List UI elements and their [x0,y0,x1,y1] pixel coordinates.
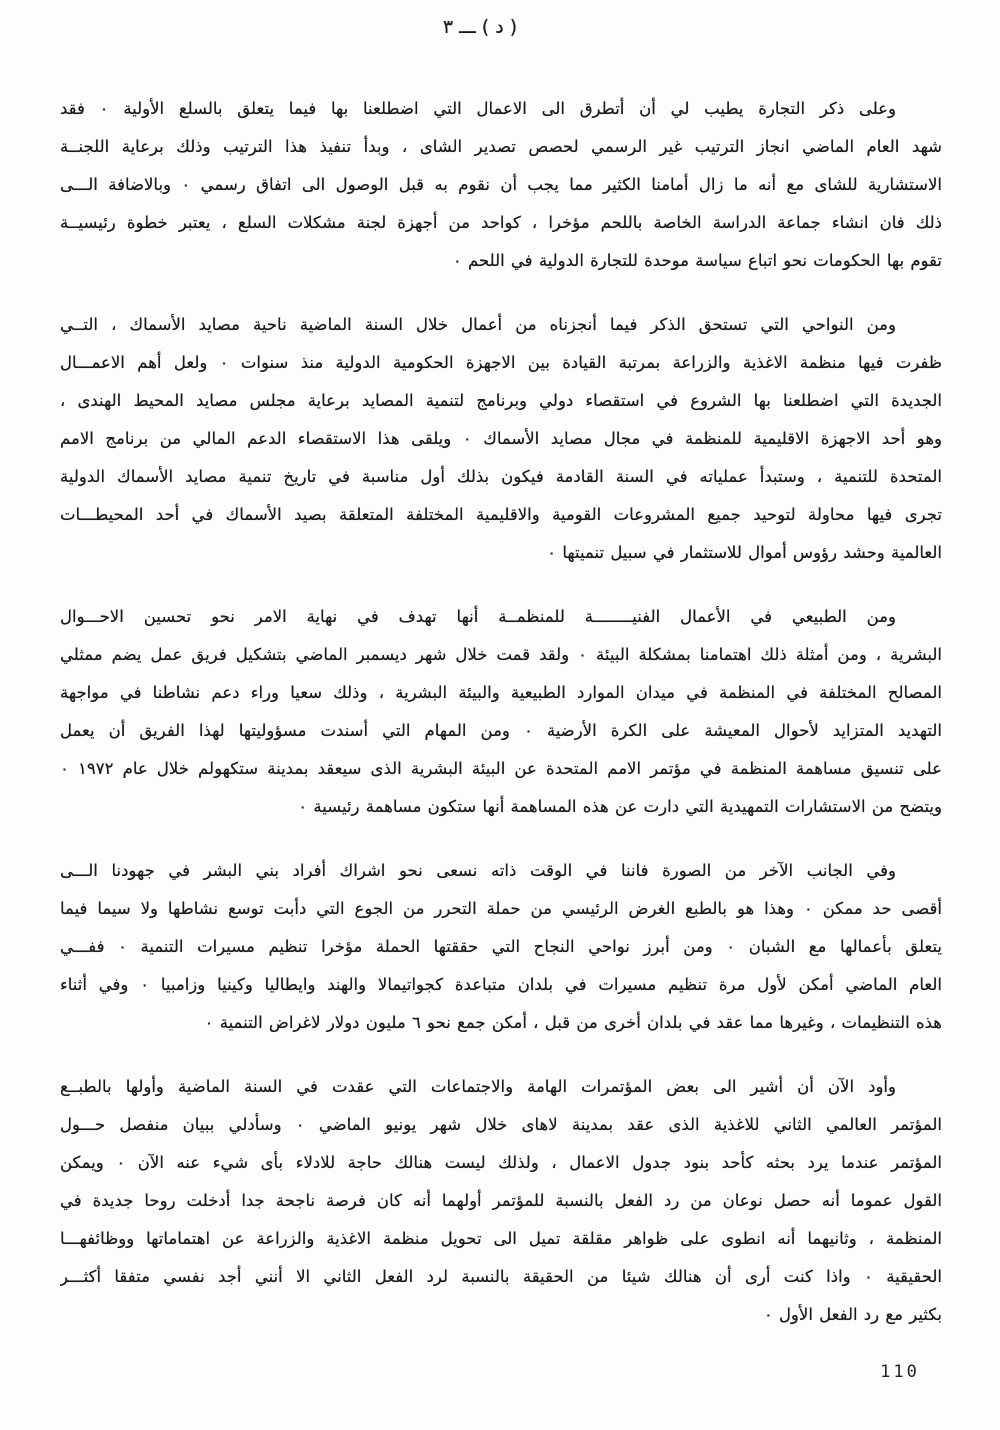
paragraph [60,90,942,280]
text-line: تقوم بها الحكومات نحو اتباع سياسة موحدة للتجارة الدولية في اللحم ٠ [452,251,942,270]
paragraph [60,852,942,1042]
text-line: الحقيقية ٠ واذا كنت أرى أن هنالك شيئا من الحقيقة بالنسبة لرد الفعل الثاني الا أنني أجد نفسي متفقا أكثـــر [60,1267,942,1286]
text-line: بكثير مع رد الفعل الأول ٠ [763,1305,942,1324]
text-line: وأود الآن أن أشير الى بعض المؤتمرات الهامة والاجتماعات التي عقدت في السنة الماضية وأولها بالطبــع [60,1077,896,1096]
text-line: الاستشارية للشاى مع أنه ما زال أمامنا الكثير مما يجب أن نقوم به قبل الوصول الى اتفاق رسمي ٠ وبالاضافة الـــى [60,175,942,194]
text-line: المنظمة ، وثانيهما أنه انطوى على ظواهر مقلقة تميل الى تحويل منظمة الاغذية والزراعة عن اهتماماتها ووظائفهـــا [60,1229,942,1248]
text-line: البشرية ، ومن أمثلة ذلك اهتمامنا بمشكلة البيئة ٠ ولقد قمت خلال شهر ديسمبر الماضي بتشكيل فريق عمل يضم ممثلي [60,645,942,664]
paragraph [60,306,942,572]
text-line: التهديد المتزايد لأحوال المعيشة على الكرة الأرضية ٠ ومن المهام التي أسندت مسؤوليتها لهذا الفريق أن يعمل [60,721,942,740]
text-line: ظفرت فيها منظمة الاغذية والزراعة بمرتبة القيادة بين الاجهزة الحكومية الدولية منذ سنوات ٠ ولعل أهم الاعمـــال [60,353,942,372]
document-body [60,90,942,1360]
text-line: المصالح المختلفة في المنظمة في ميدان الموارد الطبيعية والبيئة البشرية ، وذلك سعيا وراء دعم نشاطنا في مواجهة [60,683,942,702]
text-line: المؤتمر العالمي الثاني للاغذية الذى عقد بمدينة لاهاى خلال شهر يونيو الماضي ٠ وسأدلي ببيان منفصل حـــول [60,1115,942,1134]
page-header-label: ( د ) ـــ ٣ [442,16,518,38]
paragraph [60,1068,942,1334]
text-line: ومن النواحي التي تستحق الذكر فيما أنجزناه من أعمال خلال السنة الماضية ناحية مصايد الأسماك ، التــي [60,315,896,334]
text-line: ذلك فان انشاء جماعة الدراسة الخاصة باللحم مؤخرا ، كواحد من أجهزة لجنة مشكلات السلع ، يعتبر خطوة رئيسيــة [60,213,942,232]
text-line: وهو أحد الاجهزة الاقليمية للمنظمة في مجال مصايد الأسماك ٠ ويلقى هذا الاستقصاء الدعم المالي من برنامج الامم [60,429,942,448]
text-line: ومن الطبيعي في الأعمال الفنيــــــــة للمنظمــة أنها تهدف في نهاية الامر نحو تحسين الاحـــوال [60,607,896,626]
paragraph [60,598,942,826]
text-line: على تنسيق مساهمة المنظمة في مؤتمر الامم المتحدة عن البيئة البشرية الذى سيعقد بمدينة ستكهولم خلال عام ١٩٧٢‏ ٠ [60,759,942,778]
text-line: تجرى فيها محاولة لتوحيد جميع المشروعات القومية والاقليمية المختلفة المتعلقة بصيد الأسماك في أحد المحيطـــات [60,505,942,524]
text-line: الجديدة التي اضطلعنا بها الشروع في استقصاء دولي وبرنامج لتنمية المصايد برعاية مجلس مصايد المحيط الهندى ، [60,391,942,410]
text-line: العام الماضي أمكن لأول مرة تنظيم مسيرات في بلدان متباعدة كجواتيمالا والهند وايطاليا وكينيا وزامبيا ٠ وفي أثناء [60,975,942,994]
text-line: وعلى ذكر التجارة يطيب لي أن أتطرق الى الاعمال التي اضطلعنا بها فيما يتعلق بالسلع الأولية ٠ فقد [60,99,896,118]
text-line: هذه التنظيمات ، وغيرها مما عقد في بلدان أخرى من قبل ، أمكن جمع نحو ٦ مليون دولار لاغراض التنمية ٠ [204,1013,942,1032]
text-line: شهد العام الماضي انجاز الترتيب غير الرسمي لحصص تصدير الشاى ، وبدأ تنفيذ هذا الترتيب وذلك برعاية اللجنــة [60,137,942,156]
text-line: المؤتمر عندما يرد بحثه كأحد بنود جدول الاعمال ، ولذلك ليست هنالك حاجة للادلاء بأى شيء عنه الآن ٠ ويمكن [60,1153,942,1172]
text-line: المتحدة للتنمية ، وستبدأ عملياته في السنة القادمة فيكون بذلك أول مناسبة في تاريخ تنمية مصايد الأسماك الدولية [60,467,942,486]
text-line: ويتضح من الاستشارات التمهيدية التي دارت عن هذه المساهمة أنها ستكون مساهمة رئيسية ٠ [298,797,942,816]
text-line: وفي الجانب الآخر من الصورة فاننا في الوقت ذاته نسعى نحو اشراك أفراد بني البشر في جهودنا الـــى [60,861,896,880]
page-number: 110 [880,1362,920,1382]
text-line: يتعلق بأعمالها مع الشبان ٠ ومن أبرز نواحي النجاح التي حققتها الحملة مؤخرا تنظيم مسيرات التنمية ٠ ففـــي [60,937,942,956]
text-line: العالمية وحشد رؤوس أموال للاستثمار في سبيل تنميتها ٠ [547,543,942,562]
text-line: القول عموما أنه حصل نوعان من رد الفعل بالنسبة للمؤتمر أولهما أنه كان فرصة ناجحة جدا أدخلت روحا جديدة في [60,1191,942,1210]
text-line: أقصى حد ممكن ٠ وهذا هو بالطبع الغرض الرئيسي من حملة التحرر من الجوع التي دأبت توسع نشاطها ولا سيما فيما [60,899,942,918]
